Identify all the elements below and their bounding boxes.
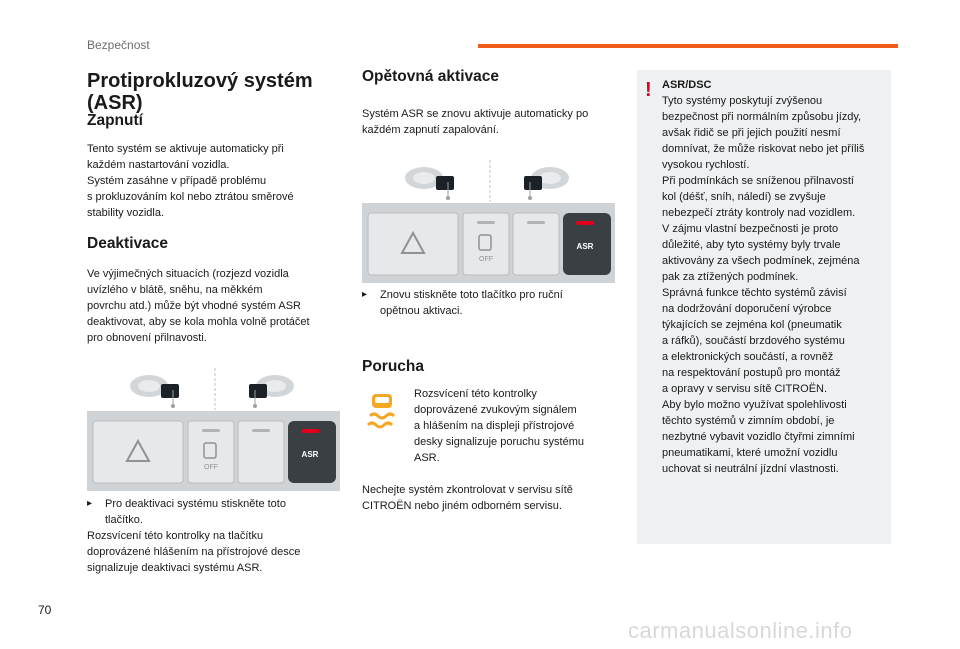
text-line: Tyto systémy poskytují zvýšenou xyxy=(662,95,823,107)
watermark: carmanualsonline.info xyxy=(628,618,853,643)
steering-wheel-icon xyxy=(405,167,454,200)
text-line: opětnou aktivaci. xyxy=(380,305,463,317)
arrow-right-icon: ▸ xyxy=(362,289,368,300)
text-line: avšak řidič se při jejich použití nesmí xyxy=(662,127,841,139)
text-line: desky signalizuje poruchu systému xyxy=(414,436,584,448)
text-line: Správná funkce těchto systémů závisí xyxy=(662,287,847,299)
text-line: uchovat si neutrální jízdní vlastnosti. xyxy=(662,463,839,475)
instruction-bullet xyxy=(87,496,352,528)
deaktivace-text xyxy=(87,266,352,346)
text-line: CITROËN nebo jiném odborném servisu. xyxy=(362,500,562,512)
steering-wheel-icon xyxy=(524,167,569,200)
steering-wheel-icon xyxy=(130,375,179,408)
button-panel-right xyxy=(362,203,615,283)
text-line: Systém zasáhne v případě problému xyxy=(87,175,267,187)
button-panel-left xyxy=(87,411,340,491)
text-line: Pro deaktivaci systému stiskněte toto xyxy=(105,498,286,510)
text-line: uvízlého v blátě, sněhu, na měkkém xyxy=(87,284,263,296)
text-line: Tento systém se aktivuje automaticky při xyxy=(87,143,284,155)
steering-wheel-icon xyxy=(249,375,294,408)
section-label: Bezpečnost xyxy=(87,38,150,52)
exclamation-icon: ! xyxy=(645,79,652,101)
text-line: bezpečnost při normálním způsobu jízdy, xyxy=(662,111,862,123)
text-line: Rozsvícení této kontrolky na tlačítku xyxy=(87,530,264,542)
text-line: a opravy v servisu sítě CITROËN. xyxy=(662,383,828,395)
reactivation-instruction xyxy=(362,287,622,319)
text-line: Rozsvícení této kontrolky xyxy=(414,388,537,400)
off-label: OFF xyxy=(479,256,493,263)
text-line: pneumatikami, které umožní vozidlu xyxy=(662,447,838,459)
text-line: Při podmínkách se sníženou přilnavostí xyxy=(662,175,854,187)
text-line: Znovu stiskněte toto tlačítko pro ruční xyxy=(380,289,563,301)
instruction-bullet xyxy=(362,287,622,319)
heading-deaktivace: Deaktivace xyxy=(87,235,169,252)
off-label: OFF xyxy=(204,464,218,471)
text-line: doprovázené hlášením na přístrojové desce xyxy=(87,546,301,558)
asr-indicator-light xyxy=(576,221,594,225)
mirrors-illustration-right xyxy=(400,158,580,202)
warning-title: ASR/DSC xyxy=(662,79,712,91)
text-line: aktivovány za všech podmínek, zejména xyxy=(662,255,860,267)
text-line: každém zapnutí zapalování. xyxy=(362,124,499,136)
text-line: na dodržování doporučení výrobce xyxy=(662,303,832,315)
text-line: důležité, aby tyto systémy byly trvale xyxy=(662,239,841,251)
text-line: nebezpečí ztráty kontroly nad vozidlem. xyxy=(662,207,856,219)
page-title: Protiprokluzový systém (ASR) xyxy=(87,70,313,114)
text-line: povrchu atd.) může být vhodné systém ASR xyxy=(87,300,301,312)
heading-zapnuti: Zapnutí xyxy=(87,112,143,129)
zapnuti-text xyxy=(87,141,347,221)
text-line: signalizuje deaktivaci systému ASR. xyxy=(87,562,263,574)
text-line: Aby bylo možno využívat spolehlivosti xyxy=(662,399,847,411)
asr-label: ASR xyxy=(301,450,319,459)
header-accent-line xyxy=(478,44,898,48)
text-line: vysokou rychlostí. xyxy=(662,159,750,171)
text-line: kol (déšť, sníh, náledí) se zvyšuje xyxy=(662,191,826,203)
text-line: a ráfků), součástí brzdového systému xyxy=(662,335,845,347)
heading-porucha: Porucha xyxy=(362,358,425,375)
text-line: na respektování postupů pro montáž xyxy=(662,367,841,379)
arrow-right-icon: ▸ xyxy=(87,498,93,509)
page-number: 70 xyxy=(38,603,52,617)
warning-text xyxy=(662,77,884,477)
text-line: V zájmu vlastní bezpečnosti je proto xyxy=(662,223,839,235)
text-line: Nechejte systém zkontrolovat v servisu sítě xyxy=(362,484,573,496)
text-line: stability vozidla. xyxy=(87,207,165,219)
mirrors-illustration-left xyxy=(125,366,305,410)
text-line: Systém ASR se znovu aktivuje automaticky po xyxy=(362,108,589,120)
text-line: ASR. xyxy=(414,452,440,464)
text-line: a elektronických součástí, a rovněž xyxy=(662,351,834,363)
text-line: s prokluzováním kol nebo ztrátou směrové xyxy=(87,191,294,203)
text-line: deaktivovat, aby se kola mohla volně protáčet xyxy=(87,316,310,328)
text-line: těchto systémů v zimním období, je xyxy=(662,415,835,427)
text-line: Ve výjimečných situacích (rozjezd vozidla xyxy=(87,268,289,280)
text-line: pro obnovení přilnavosti. xyxy=(87,332,207,344)
text-line: doprovázené zvukovým signálem xyxy=(414,404,577,416)
text-line: nezbytné vybavit vozidlo čtyřmi zimními xyxy=(662,431,855,443)
asr-label: ASR xyxy=(576,242,594,251)
text-line: a hlášením na displeji přístrojové xyxy=(414,420,575,432)
asr-indicator-light xyxy=(301,429,319,433)
text-line: domnívat, že může riskovat nebo jet příliš xyxy=(662,143,865,155)
fault-text xyxy=(362,482,622,514)
heading-reactivation: Opětovná aktivace xyxy=(362,68,499,85)
text-line: tlačítko. xyxy=(105,514,143,526)
fault-icon-text xyxy=(414,386,614,466)
text-line: každém nastartování vozidla. xyxy=(87,159,230,171)
deaktivace-instructions xyxy=(87,496,352,576)
skid-warning-icon xyxy=(364,392,400,432)
text-line: týkajících se zejména kol (pneumatik xyxy=(662,319,842,331)
text-line: pak za ztížených podmínek. xyxy=(662,271,799,283)
reactivation-text xyxy=(362,106,622,138)
